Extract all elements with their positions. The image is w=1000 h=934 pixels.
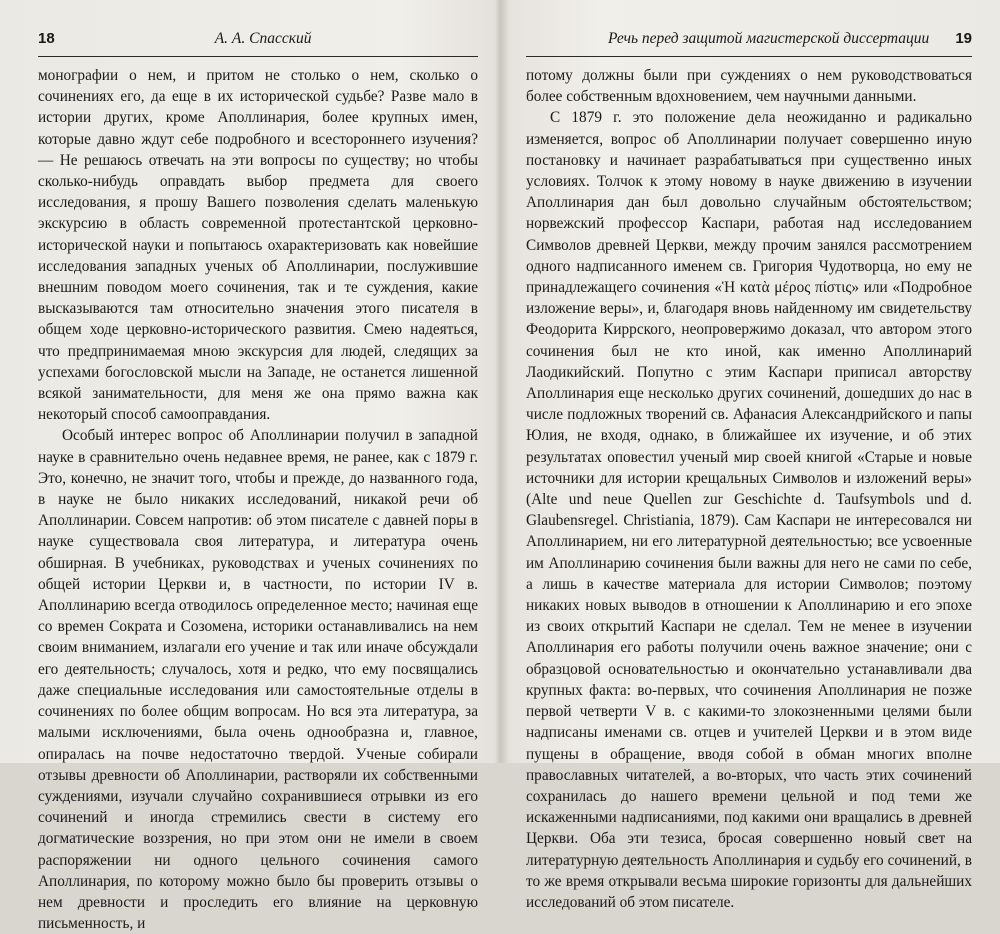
right-page — [500, 0, 1000, 911]
left-page — [0, 0, 500, 933]
right-page-header — [526, 30, 972, 57]
page-number: 18 — [38, 30, 55, 47]
paragraph: потому должны были при суждениях о нем руководствоваться более собственным вдохновением, чем научными данными. — [526, 67, 972, 106]
running-title-chapter: Речь перед защитой магистерской диссертации — [607, 30, 930, 47]
left-page-header — [38, 30, 478, 57]
running-title-author: А. А. Спасский — [214, 30, 312, 47]
right-page-text — [526, 65, 972, 913]
left-page-text — [38, 65, 478, 934]
paragraph: монографии о нем, и притом не столько о нем, сколько о сочинениях его, да еще в их исторической судьбе? Разве мало в истории других, кроме Аполлинария, более крупных имен, которые давно ждут себе подробного и всестороннего изучения? — Не решаюсь отвечать на эти вопросы по существу; но чтобы сколько-нибудь оправдать выбор предмета для своего исследования, я прошу Вашего позволения сделать маленькую экскурсию в область современной протестантской церковно-исторической науки и попытаюсь охарактеризовать как новейшие исследования западных ученых об Аполлинарии, послужившие внешним поводом моего сочинения, так и те суждения, какие высказываются там относительно значения этого писателя в общем ходе церковно-исторического развития. Смею надеяться, что предпринимаемая мною экскурсия для людей, следящих за успехами богословской мысли на Западе, не останется лишенной всякой занимательности, для меня же она прямо важна как некоторый способ самооправдания. — [38, 67, 478, 424]
page-number: 19 — [955, 30, 972, 47]
paragraph: Особый интерес вопрос об Аполлинарии получил в западной науке в сравнительно очень недавнее время, не ранее, как с 1879 г. Это, конечно, не значит того, чтобы и прежде, до названного года, в науке не было никаких исследований, никакой речи об Аполлинарии. Совсем напротив: об этом писателе с давней поры в науке существовала своя литература, и литература очень обширная. В учебниках, руководствах и ученых сочинениях по общей истории Церкви и, в частности, по истории IV в. Аполлинарию всегда отводилось определенное место; начиная еще со времен Сократа и Созомена, историки останавливались на нем своим вниманием, излагали его учение и так или иначе обсуждали его деятельность; случалось, хотя и редко, что ему посвящались даже специальные исследования или самостоятельные отделы в сочинениях по более общим вопросам. Но вся эта литература, за малыми исключениями, была очень однообразна и, главное, опиралась на почве недостаточно твердой. Ученые собирали отзывы древности об Аполлинарии, растворяли их собственными суждениями, изучали случайно сохранившиеся отрывки из его сочинений и иногда стремились свести в систему его догматические воззрения, но при этом они не имели в своем распоряжении ни одного цельного сочинения самого Аполлинария, по которому можно было бы проверить отзывы о нем древности и проследить его влияние на церковную письменность, и — [38, 427, 478, 933]
paragraph: С 1879 г. это положение дела неожиданно и радикально изменяется, вопрос об Аполлинарии получает совершенно иную постановку и начинает разрабатываться при существенно иных условиях. Толчок к этому новому в науке движению в изучении Аполлинария дан был довольно случайным обстоятельством; норвежский профессор Каспари, работая над исследованием Символов древней Церкви, между прочим занялся рассмотрением одного надписанного именем св. Григория Чудотворца, но ему не принадлежащего сочинения «Ἡ κατὰ μέρος πίστις» или «Подробное изложение веры», и, благодаря вновь найденному им свидетельству Феодорита Киррского, неопровержимо доказал, что автором этого сочинения был не кто иной, как именно Аполлинарий Лаодикийский. Попутно с этим Каспари приписал авторству Аполлинария еще несколько других сочинений, дошедших до нас в числе подложных творений св. Афанасия Александрийского и папы Юлия, не входя, однако, в ближайшее их изучение, и об этих результатах оповестил ученый мир своей книгой «Старые и новые источники для истории крещальных Символов и изложений веры» (Alte und neue Quellen zur Geschichte d. Taufsymbols und d. Glaubensregel. Christiania, 1879). Сам Каспари не интересовался ни Аполлинарием, ни его литературной деятельностью; все усвоенные им Аполлинарию сочинения были важны для него не сами по себе, а лишь в качестве материала для истории Символов; поэтому никаких новых выводов в отношении к Аполлинарию и его эпохе из своих открытий Каспари не сделал. Тем не менее в изучении Аполлинария его работы получили очень важное значение; они с образцовой основательностью и окончательно устанавливали два крупных факта: во-первых, что сочинения Аполлинария не позже первой четверти V в. с какими-то злокозненными целями были надписаны именами св. отцев и учителей Церкви и в этом виде пущены в обращение, вводя собой в обман многих вполне православных читателей, а во-вторых, что часть этих сочинений сохранилась до нашего времени цельной и под теми же искаженными надписаниями, под какими они вращались в древней Церкви. Оба эти тезиса, бросая совершенно новый свет на литературную деятельность Аполлинария и судьбу его сочинений, в то же время открывали весьма широкие горизонты для дальнейших исследований об этом писателе. — [526, 109, 972, 911]
